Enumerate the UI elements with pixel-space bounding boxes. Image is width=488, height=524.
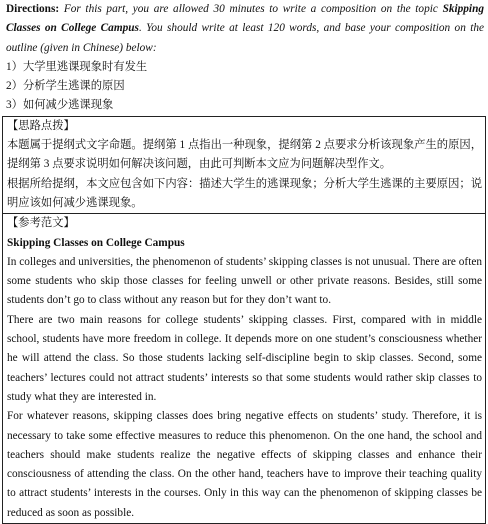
analysis-heading: 【思路点拨】 bbox=[7, 119, 75, 132]
analysis-box bbox=[2, 116, 486, 214]
analysis-paragraph-2: 根据所给提纲，本文应包含如下内容：描述大学生的逃课现象；分析大学生逃课的主要原因；说明应该如何减少逃课现象。 bbox=[7, 177, 482, 209]
directions-text-2: . You should write at least 120 words, and base your composition on the outline (given in Chinese) below: bbox=[6, 22, 484, 54]
essay-title: Skipping Classes on College Campus bbox=[7, 236, 185, 249]
outline-list bbox=[0, 58, 488, 116]
outline-item-2: 2）分析学生逃课的原因 bbox=[6, 80, 125, 93]
essay-paragraph-2: There are two main reasons for college students’ skipping classes. First, compared with in middle school, students have more freedom in college. It depends more on one student’s consciousness whether he will attend the class. So those students lacking self-discipline begin to skip classes. Second, some teachers’ lectures could not attract students’ interests so that some students would rather skip classes to study what they are interested in. bbox=[7, 313, 482, 403]
sample-box bbox=[2, 214, 486, 524]
outline-item-1: 1）大学里逃课现象时有发生 bbox=[6, 60, 148, 73]
outline-item-3: 3）如何减少逃课现象 bbox=[6, 99, 114, 112]
directions-label: Directions: bbox=[6, 3, 60, 15]
analysis-paragraph-1: 本题属于提纲式文字命题。提纲第 1 点指出一种现象，提纲第 2 点要求分析该现象产生的原因，提纲第 3 点要求说明如何解决该问题，由此可判断本文应为问题解决型作文。 bbox=[7, 139, 482, 171]
essay-paragraph-1: In colleges and universities, the phenomenon of students’ skipping classes is not unusual. There are often some students who skip those classes for feeling unwell or other private reasons. Besides, still some students don’t go to class without any reason but for they don’t want to. bbox=[7, 255, 482, 307]
directions-block bbox=[0, 0, 488, 58]
composition-topic: Skipping Classes on College Campus bbox=[6, 3, 484, 35]
sample-heading: 【参考范文】 bbox=[7, 217, 75, 230]
directions-text-1: For this part, you are allowed 30 minutes to write a composition on the topic bbox=[59, 3, 443, 15]
essay-paragraph-3: For whatever reasons, skipping classes does bring negative effects on students’ study. Therefore, it is necessary to take some effective measures to reduce this phenomenon. On the one hand, the school and teachers should make students realize the negative effects of skipping classes and enhance their consciousness of attending the class. On the other hand, teachers have to improve their teaching quality to attract students’ interests in the courses. Only in this way can the phenomenon of skipping classes be reduced as soon as possible. bbox=[7, 410, 482, 519]
